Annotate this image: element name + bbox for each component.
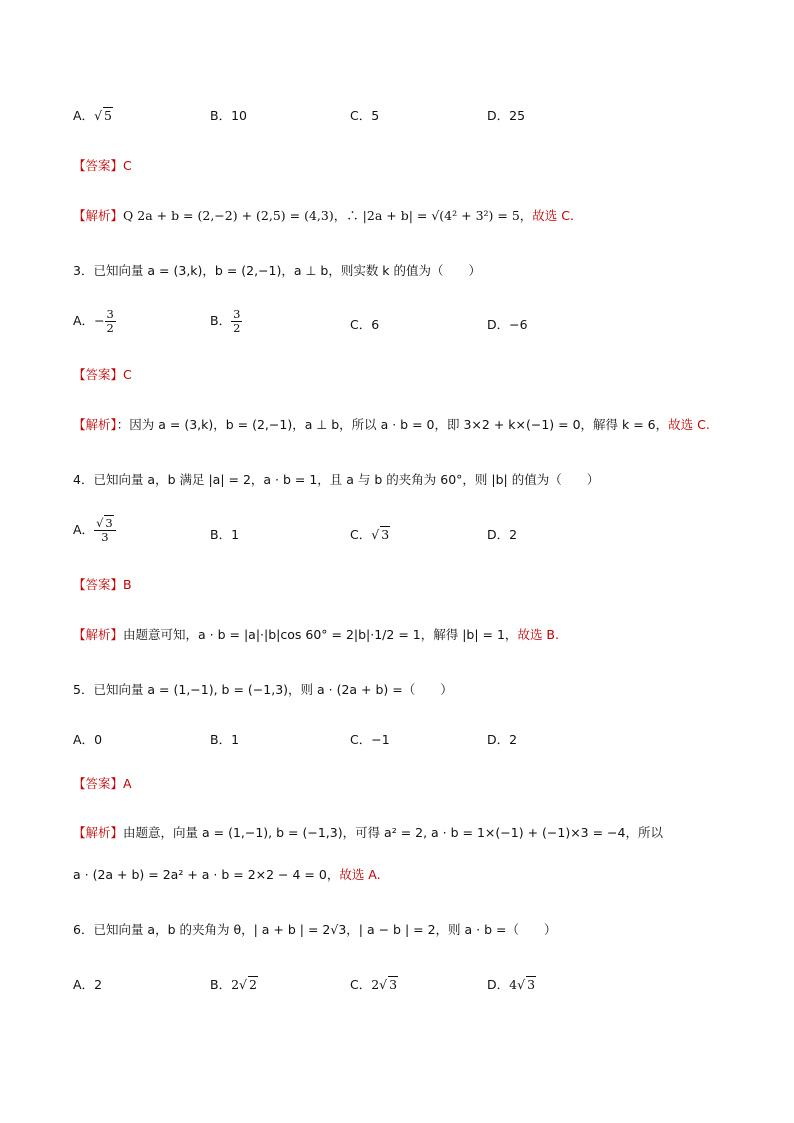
q5-answer: 【答案】A [73, 776, 132, 791]
q4-analysis: 【解析】由题意可知，a · b = |a|·|b|cos 60° = 2|b|·1/2 = 1，解得 |b| = 1，故选 B. [73, 627, 559, 642]
q2-analysis: 【解析】Q 2a + b = (2,−2) + (2,5) = (4,3)，∴ |2a + b| = √(4² + 3²) = 5，故选 C. [73, 208, 574, 223]
q2-option-a: A．√ 5 [73, 108, 112, 123]
q4-option-c: C．√ 3 [350, 527, 390, 542]
q4-option-d: D．2 [487, 527, 518, 542]
q6-stem: 6．已知向量 a，b 的夹角为 θ，| a + b | = 2√3，| a − b | = 2，则 a · b =（ ） [73, 922, 557, 937]
q6-option-d: D．4√ 3 [487, 977, 536, 992]
q3-analysis: 【解析】：因为 a = (3,k)，b = (2,−1)，a ⊥ b，所以 a · b = 0，即 3×2 + k×(−1) = 0，解得 k = 6，故选 C. [73, 417, 710, 432]
q5-option-a: A．0 [73, 732, 103, 747]
q3-option-c: C．6 [350, 317, 380, 332]
q2-option-d: D．25 [487, 108, 526, 123]
q5-option-b: B．1 [210, 732, 240, 747]
q6-option-a: A．2 [73, 977, 103, 992]
q5-analysis-line2: a · (2a + b) = 2a² + a · b = 2×2 − 4 = 0，故选 A. [73, 867, 381, 882]
q4-option-a: A． $\frac{√ 3}{3}$ [73, 517, 116, 544]
q5-option-c: C．−1 [350, 732, 390, 747]
q6-option-c: C．2√ 3 [350, 977, 398, 992]
q6-option-b: B．2√ 2 [210, 977, 257, 992]
q5-stem: 5．已知向量 a = (1,−1), b = (−1,3)，则 a · (2a + b) =（ ） [73, 682, 453, 697]
q5-analysis-line1: 【解析】由题意，向量 a = (1,−1), b = (−1,3)，可得 a² = 2, a · b = 1×(−1) + (−1)×3 = −4，所以 [73, 825, 663, 840]
q3-option-a: A．− $\frac{3}{2}$ [73, 307, 114, 335]
q2-option-b: B．10 [210, 108, 247, 123]
q4-option-b: B．1 [210, 527, 240, 542]
q3-answer: 【答案】C [73, 367, 132, 382]
q3-stem: 3．已知向量 a = (3,k)，b = (2,−1)，a ⊥ b，则实数 k 的值为（ ） [73, 263, 482, 278]
q4-stem: 4．已知向量 a，b 满足 |a| = 2，a · b = 1，且 a 与 b 的夹角为 60°，则 |b| 的值为（ ） [73, 472, 600, 487]
q3-option-b: B． $\frac{3}{2}$ [210, 307, 241, 335]
q2-answer: 【答案】C [73, 158, 132, 173]
q2-option-c: C．5 [350, 108, 380, 123]
q3-option-d: D．−6 [487, 317, 528, 332]
q4-answer: 【答案】B [73, 577, 132, 592]
q5-option-d: D．2 [487, 732, 518, 747]
